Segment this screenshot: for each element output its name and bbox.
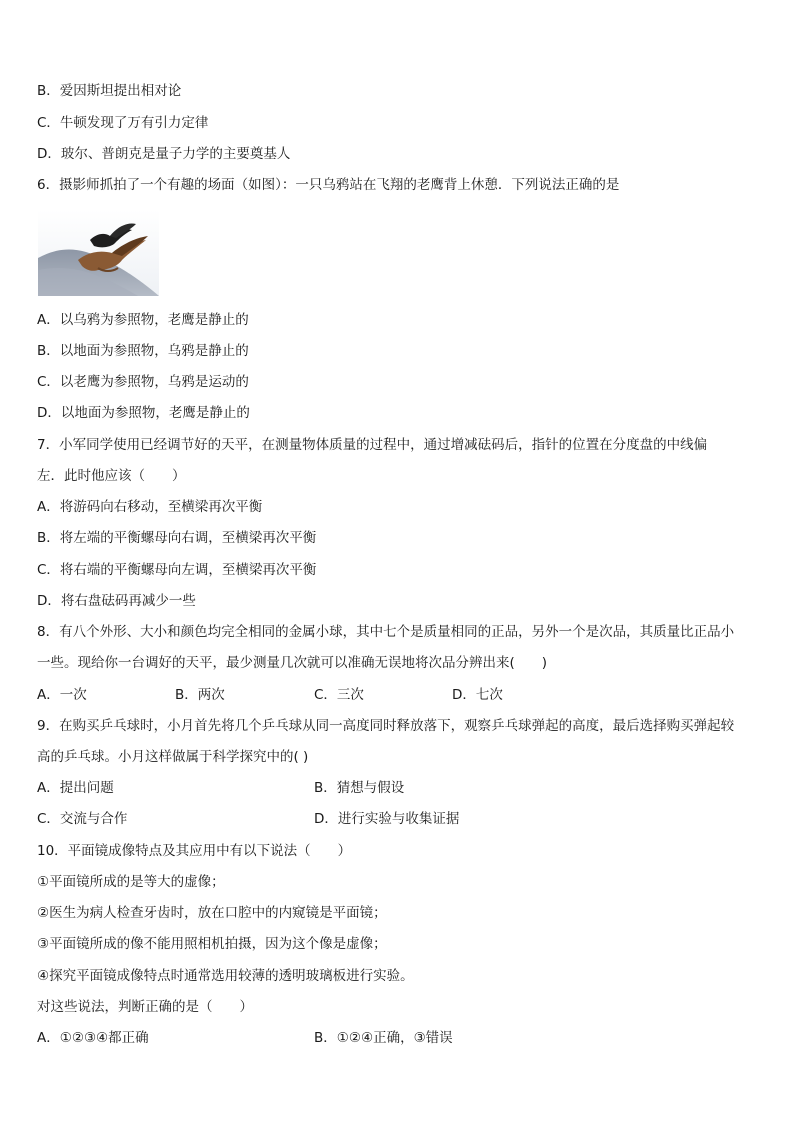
q7-option-b: B．将左端的平衡螺母向右调，至横梁再次平衡	[37, 530, 317, 546]
q9-option-a: A．提出问题	[37, 780, 114, 796]
crow-on-eagle-photo	[38, 210, 159, 296]
q9-option-b: B．猜想与假设	[314, 780, 405, 796]
q8-stem-line1: 8．有八个外形、大小和颜色均完全相同的金属小球，其中七个是质量相同的正品，另外一个是次品，其质量比正品小	[37, 624, 735, 640]
q6-option-c: C．以老鹰为参照物，乌鸦是运动的	[37, 374, 249, 390]
q8-option-b: B．两次	[175, 687, 225, 703]
q7-option-d: D．将右盘砝码再减少一些	[37, 593, 196, 609]
q10-statement-4: ④探究平面镜成像特点时通常选用较薄的透明玻璃板进行实验。	[37, 968, 414, 984]
q6-option-b: B．以地面为参照物，乌鸦是静止的	[37, 343, 249, 359]
q10-stem: 10．平面镜成像特点及其应用中有以下说法（ ）	[37, 843, 352, 859]
q10-statement-3: ③平面镜所成的像不能用照相机拍摄，因为这个像是虚像；	[37, 936, 387, 952]
q5-option-d: D．玻尔、普朗克是量子力学的主要奠基人	[37, 146, 291, 162]
q8-option-a: A．一次	[37, 687, 87, 703]
q10-judge-prompt: 对这些说法，判断正确的是（ ）	[37, 999, 253, 1015]
q7-option-a: A．将游码向右移动，至横梁再次平衡	[37, 499, 263, 515]
q5-option-b: B．爱因斯坦提出相对论	[37, 83, 182, 99]
q7-option-c: C．将右端的平衡螺母向左调，至横梁再次平衡	[37, 562, 317, 578]
q7-stem-line2: 左．此时他应该（ ）	[37, 468, 186, 484]
q10-option-b: B．①②④正确，③错误	[314, 1030, 453, 1046]
q10-option-a: A．①②③④都正确	[37, 1030, 149, 1046]
q8-option-d: D．七次	[452, 687, 503, 703]
q10-statement-2: ②医生为病人检查牙齿时，放在口腔中的内窥镜是平面镜；	[37, 905, 387, 921]
q7-stem-line1: 7．小军同学使用已经调节好的天平，在测量物体质量的过程中，通过增减砝码后，指针的位置在分度盘的中线偏	[37, 437, 708, 453]
q8-option-c: C．三次	[314, 687, 364, 703]
q8-stem-line2: 一些。现给你一台调好的天平，最少测量几次就可以准确无误地将次品分辨出来( )	[37, 655, 548, 671]
q5-option-c: C．牛顿发现了万有引力定律	[37, 115, 209, 131]
q9-stem-line2: 高的乒乓球。小月这样做属于科学探究中的( )	[37, 749, 309, 765]
q10-statement-1: ①平面镜所成的是等大的虚像；	[37, 874, 225, 890]
q6-option-a: A．以乌鸦为参照物，老鹰是静止的	[37, 312, 249, 328]
q9-option-d: D．进行实验与收集证据	[314, 811, 460, 827]
q9-stem-line1: 9．在购买乒乓球时，小月首先将几个乒乓球从同一高度同时释放落下，观察乒乓球弹起的高度，最后选择购买弹起较	[37, 718, 735, 734]
q9-option-c: C．交流与合作	[37, 811, 128, 827]
q6-stem: 6．摄影师抓拍了一个有趣的场面（如图）：一只乌鸦站在飞翔的老鹰背上休憩．下列说法正确的是	[37, 177, 620, 193]
q6-option-d: D．以地面为参照物，老鹰是静止的	[37, 405, 250, 421]
